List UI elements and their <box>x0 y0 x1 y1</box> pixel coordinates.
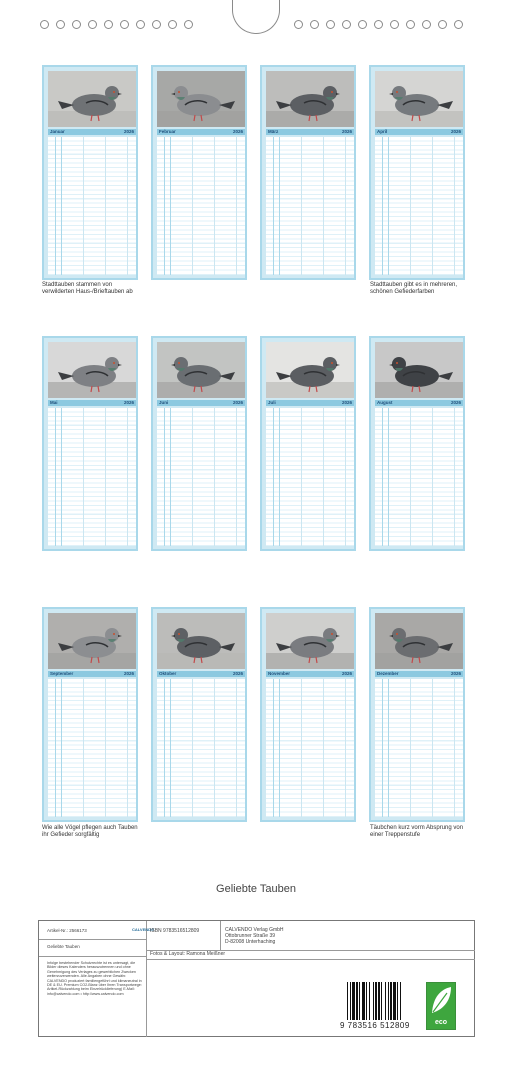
month-panel-3 <box>260 65 356 280</box>
month-header <box>375 400 463 406</box>
month-year: 2026 <box>123 671 134 676</box>
day-grid <box>375 679 463 817</box>
month-name: Juni <box>159 400 169 405</box>
month-panel-4 <box>369 65 465 280</box>
caption-top-left: Stadttauben stammen von verwilderten Haus-/Brieftauben ab <box>42 282 133 295</box>
leaf-icon <box>427 983 455 1017</box>
binding-hole <box>136 20 145 29</box>
binding-hole <box>310 20 319 29</box>
month-photo <box>266 71 354 127</box>
photo-credits: Fotos & Layout: Ramona Meißner <box>150 951 226 957</box>
caption-bottom-left: Wie alle Vögel pflegen auch Tauben ihr Gefieder sorgfältig <box>42 825 138 838</box>
day-grid <box>266 679 354 817</box>
day-grid <box>266 408 354 546</box>
month-photo <box>157 342 245 398</box>
month-year: 2026 <box>450 400 461 405</box>
binding-hole <box>358 20 367 29</box>
month-panel-7 <box>260 336 356 551</box>
month-header <box>157 129 245 135</box>
day-grid <box>157 137 245 275</box>
month-photo <box>266 613 354 669</box>
publisher-street: Ottobrunner Straße 39 <box>225 933 276 939</box>
month-name: Februar <box>159 129 176 134</box>
month-panel-12 <box>369 607 465 822</box>
binding-hole <box>56 20 65 29</box>
day-grid <box>48 679 136 817</box>
month-header <box>48 671 136 677</box>
month-year: 2026 <box>341 129 352 134</box>
binding-hole <box>406 20 415 29</box>
eco-badge <box>426 982 456 1030</box>
month-panel-10 <box>151 607 247 822</box>
month-photo <box>375 342 463 398</box>
month-year: 2026 <box>450 671 461 676</box>
month-photo <box>48 342 136 398</box>
binding-hole <box>422 20 431 29</box>
month-year: 2026 <box>123 129 134 134</box>
month-year: 2026 <box>450 129 461 134</box>
product-title: Geliebte Tauben <box>47 944 80 949</box>
day-grid <box>375 137 463 275</box>
month-name: April <box>377 129 388 134</box>
month-header <box>48 129 136 135</box>
month-year: 2026 <box>123 400 134 405</box>
caption-bottom-right: Täubchen kurz vorm Absprung von einer Treppenstufe <box>370 825 464 838</box>
binding-hole <box>40 20 49 29</box>
month-name: März <box>268 129 279 134</box>
month-panel-5 <box>42 336 138 551</box>
day-grid <box>266 137 354 275</box>
day-grid <box>157 679 245 817</box>
publisher-name: CALVENDO Verlag GmbH <box>225 927 284 933</box>
binding-hole <box>438 20 447 29</box>
legal-text: Infolge bestehender Schutzrechte ist es untersagt, die Bilder dieses Kalenders herauszutrennen und ohne Genehmigung des Verlages zu gewerblichen Zwecken weiterzuverwenden. Alle Angaben ohne Gewähr. CALVENDO produziert familiengeführt und klimaneutral in DE & EU. Premium CO2-Blanz über Ihren Transportwege: Artikel-Rückzahlung beim Einzelrücklieferung) E-Mail: info@calvendo.com • http://www.calvendo.com <box>47 961 142 996</box>
month-year: 2026 <box>341 671 352 676</box>
month-year: 2026 <box>232 400 243 405</box>
month-header <box>375 671 463 677</box>
day-grid <box>48 408 136 546</box>
binding-hole <box>72 20 81 29</box>
month-panel-1 <box>42 65 138 280</box>
binding-hole <box>104 20 113 29</box>
month-year: 2026 <box>341 400 352 405</box>
isbn: ISBN 9783516512809 <box>150 928 200 934</box>
publisher-city: D-82008 Unterhaching <box>225 939 276 945</box>
month-name: September <box>50 671 74 676</box>
month-panel-11 <box>260 607 356 822</box>
month-photo <box>157 613 245 669</box>
binding-hole <box>326 20 335 29</box>
binding-hole <box>390 20 399 29</box>
month-photo <box>157 71 245 127</box>
binding-hole <box>374 20 383 29</box>
month-header <box>266 129 354 135</box>
binding-hole <box>294 20 303 29</box>
month-name: August <box>377 400 393 405</box>
month-year: 2026 <box>232 129 243 134</box>
binding-hole <box>184 20 193 29</box>
month-name: Dezember <box>377 671 399 676</box>
month-header <box>48 400 136 406</box>
article-number: Artikel-Nr.: 2566173 <box>47 928 87 933</box>
month-panel-6 <box>151 336 247 551</box>
barcode <box>345 982 420 1022</box>
calendar-title: Geliebte Tauben <box>216 883 296 895</box>
month-year: 2026 <box>232 671 243 676</box>
month-header <box>266 671 354 677</box>
binding-hole <box>88 20 97 29</box>
month-panel-2 <box>151 65 247 280</box>
eco-label: eco <box>434 1019 448 1026</box>
month-photo <box>266 342 354 398</box>
month-photo <box>48 71 136 127</box>
month-name: Mai <box>50 400 58 405</box>
day-grid <box>48 137 136 275</box>
month-header <box>157 671 245 677</box>
month-name: November <box>268 671 291 676</box>
month-panel-8 <box>369 336 465 551</box>
month-photo <box>48 613 136 669</box>
publisher-logo: CALVENDO <box>132 927 155 932</box>
day-grid <box>375 408 463 546</box>
caption-top-right: Stadttauben gibt es in mehreren, schönen Gefiederfarben <box>370 282 458 295</box>
binding-hole <box>152 20 161 29</box>
month-name: Juli <box>268 400 276 405</box>
month-name: Januar <box>50 129 65 134</box>
month-photo <box>375 613 463 669</box>
barcode-number: 9 783516 512809 <box>340 1021 410 1030</box>
month-panel-9 <box>42 607 138 822</box>
month-header <box>157 400 245 406</box>
month-name: Oktober <box>159 671 177 676</box>
day-grid <box>157 408 245 546</box>
binding-hole <box>120 20 129 29</box>
binding-hole <box>454 20 463 29</box>
month-header <box>375 129 463 135</box>
binding-hole <box>342 20 351 29</box>
binding-hole <box>168 20 177 29</box>
month-photo <box>375 71 463 127</box>
month-header <box>266 400 354 406</box>
